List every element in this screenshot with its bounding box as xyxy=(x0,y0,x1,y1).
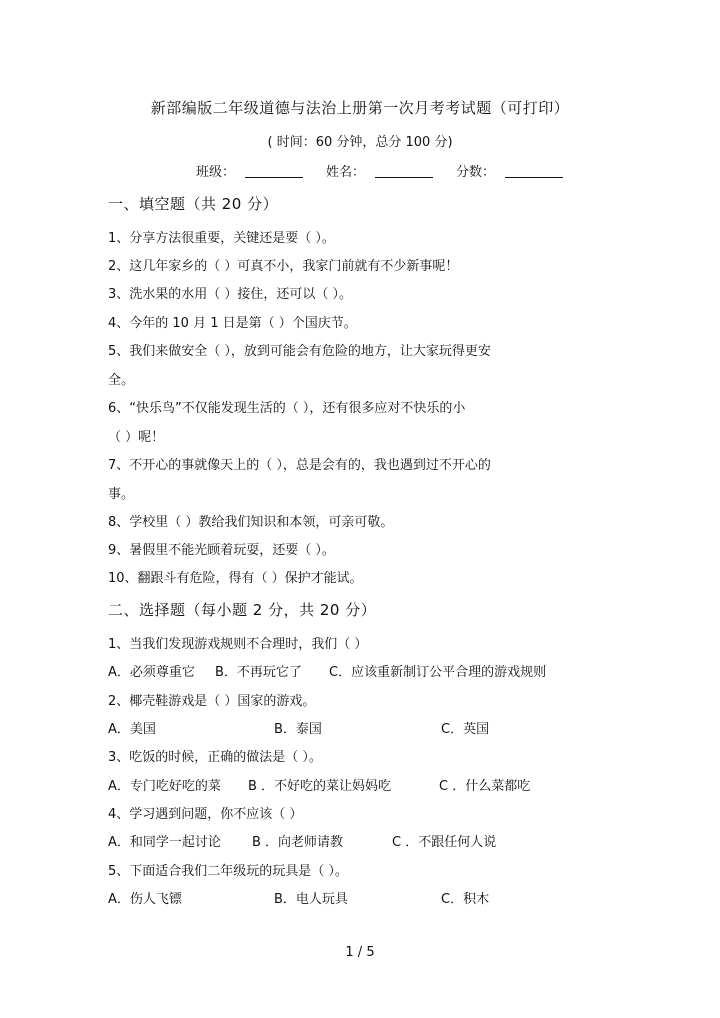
fill-in-line: 7、不开心的事就像天上的（ ），总是会有的，我也遇到过不开心的 xyxy=(108,458,491,473)
choice-option-a: A．伤人飞镖 xyxy=(108,892,182,907)
choice-option-b: B ．向老师请教 xyxy=(252,835,344,850)
choice-question: 3、吃饭的时候，正确的做法是（ ）。 xyxy=(108,750,322,765)
name-label: 姓名： xyxy=(326,165,366,180)
score-blank xyxy=(505,164,563,178)
choice-question: 2、椰壳鞋游戏是（ ）国家的游戏。 xyxy=(108,694,316,709)
choice-option-c: C ．不跟任何人说 xyxy=(392,835,497,850)
section-choice-heading: 二、选择题（每小题 2 分，共 20 分） xyxy=(108,601,377,619)
fill-in-line: 事。 xyxy=(108,487,135,502)
page-number: 1 / 5 xyxy=(345,945,375,960)
choice-option-a: A．和同学一起讨论 xyxy=(108,835,221,850)
fill-in-line: 6、“快乐鸟”不仅能发现生活的（ ），还有很多应对不快乐的小 xyxy=(108,401,466,416)
choice-option-a: A．美国 xyxy=(108,722,156,737)
fill-in-line: 8、学校里（ ）教给我们知识和本领，可亲可敬。 xyxy=(108,515,394,530)
score-field xyxy=(456,161,563,180)
fill-in-line: 全。 xyxy=(108,373,135,388)
choice-question: 1、当我们发现游戏规则不合理时，我们（ ） xyxy=(108,637,368,652)
choice-option-b: B．电人玩具 xyxy=(274,892,348,907)
choice-option-c: C．应该重新制订公平合理的游戏规则 xyxy=(329,665,547,680)
class-blank xyxy=(245,164,303,178)
fill-in-line: 10、翻跟斗有危险，得有（ ）保护才能试。 xyxy=(108,571,363,586)
choice-question: 4、学习遇到问题，你不应该（ ） xyxy=(108,807,303,822)
fill-in-line: 5、我们来做安全（ ），放到可能会有危险的地方，让大家玩得更安 xyxy=(108,344,491,359)
name-field xyxy=(326,161,433,180)
choice-option-c: C ．什么菜都吃 xyxy=(439,779,531,794)
fill-in-line: 3、洗水果的水用（ ）接住，还可以（ ）。 xyxy=(108,287,353,302)
fill-in-line: 4、今年的 10 月 1 日是第（ ）个国庆节。 xyxy=(108,316,357,331)
fill-in-line: 9、暑假里不能光顾着玩耍，还要（ ）。 xyxy=(108,543,335,558)
choice-option-c: C．英国 xyxy=(441,722,490,737)
choice-option-b: B ．不好吃的菜让妈妈吃 xyxy=(248,779,392,794)
choice-question: 5、下面适合我们二年级玩的玩具是（ ）。 xyxy=(108,864,348,879)
section-fill-in-heading: 一、填空题（共 20 分） xyxy=(108,195,279,213)
page-title: 新部编版二年级道德与法治上册第一次月考考试题（可打印） xyxy=(150,99,570,117)
choice-option-c: C．积木 xyxy=(441,892,490,907)
fill-in-line: 1、分享方法很重要，关键还是要（ ）。 xyxy=(108,231,335,246)
choice-option-b: B．泰国 xyxy=(274,722,322,737)
choice-option-b: B．不再玩它了 xyxy=(215,665,302,680)
class-label: 班级： xyxy=(196,165,236,180)
class-field xyxy=(196,161,303,180)
name-blank xyxy=(375,164,433,178)
exam-time-info: ( 时间：60 分钟，总分 100 分) xyxy=(267,135,453,150)
score-label: 分数： xyxy=(456,165,496,180)
choice-option-a: A．必须尊重它 xyxy=(108,665,195,680)
fill-in-line: 2、这几年家乡的（ ）可真不小，我家门前就有不少新事呢！ xyxy=(108,259,459,274)
choice-option-a: A．专门吃好吃的菜 xyxy=(108,779,221,794)
fill-in-line: （ ）呢！ xyxy=(108,430,165,445)
